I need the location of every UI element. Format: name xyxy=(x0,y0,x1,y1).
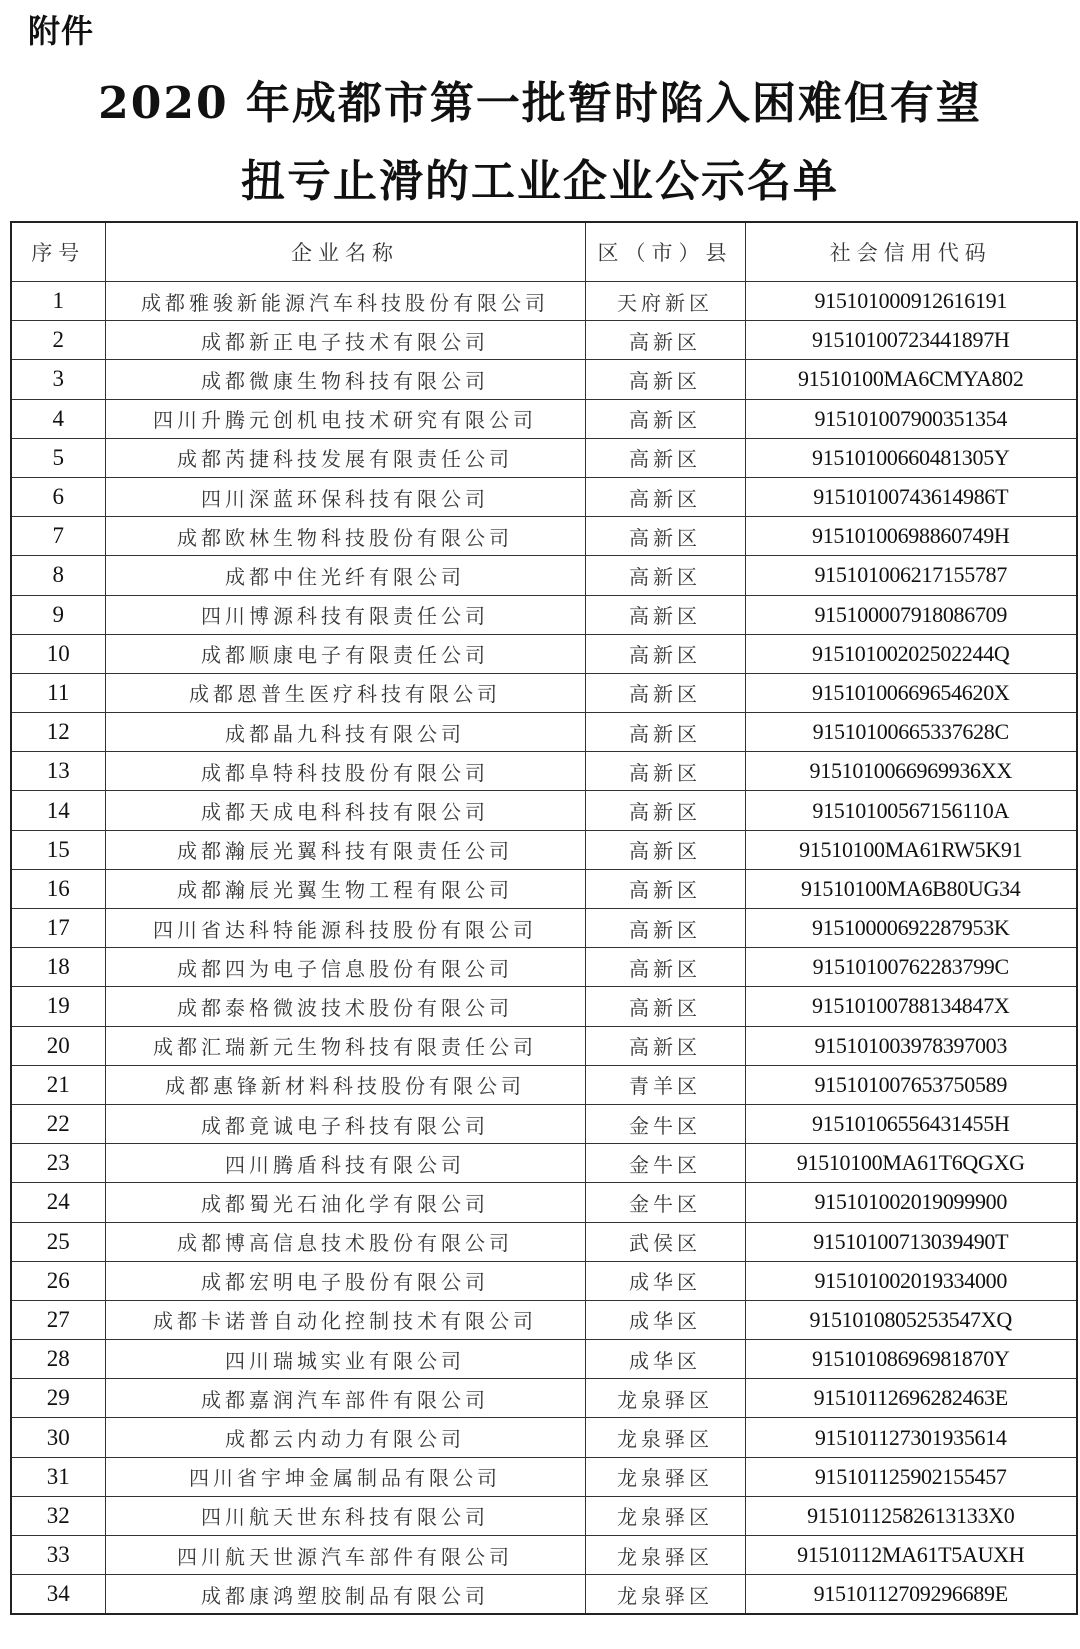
company-list-table xyxy=(10,221,1078,1615)
row-index: 22 xyxy=(11,1104,105,1143)
row-index: 15 xyxy=(11,830,105,869)
row-index: 29 xyxy=(11,1379,105,1418)
credit-code: 9151010066969936XX xyxy=(745,752,1077,791)
attachment-label: 附件 xyxy=(28,12,95,50)
credit-code: 91510112696282463E xyxy=(745,1379,1077,1418)
row-index: 7 xyxy=(11,517,105,556)
credit-code: 91510100743614986T xyxy=(745,477,1077,516)
district: 高新区 xyxy=(585,830,745,869)
credit-code: 91510100MA61RW5K91 xyxy=(745,830,1077,869)
district: 龙泉驿区 xyxy=(585,1418,745,1457)
row-index: 33 xyxy=(11,1536,105,1575)
credit-code: 91510100MA6CMYA802 xyxy=(745,360,1077,399)
company-name: 成都宏明电子股份有限公司 xyxy=(105,1261,585,1300)
company-name: 成都汇瑞新元生物科技有限责任公司 xyxy=(105,1026,585,1065)
company-name: 四川省达科特能源科技股份有限公司 xyxy=(105,909,585,948)
row-index: 27 xyxy=(11,1300,105,1339)
table-row xyxy=(11,830,1077,869)
row-index: 8 xyxy=(11,556,105,595)
district: 青羊区 xyxy=(585,1065,745,1104)
credit-code: 91510112582613133X0 xyxy=(745,1496,1077,1535)
district: 武侯区 xyxy=(585,1222,745,1261)
district: 成华区 xyxy=(585,1340,745,1379)
credit-code: 91510108696981870Y xyxy=(745,1340,1077,1379)
row-index: 11 xyxy=(11,673,105,712)
header-company-name: 企业名称 xyxy=(105,222,585,282)
row-index: 16 xyxy=(11,869,105,908)
district: 龙泉驿区 xyxy=(585,1379,745,1418)
company-name: 成都云内动力有限公司 xyxy=(105,1418,585,1457)
table-row xyxy=(11,1418,1077,1457)
credit-code: 915101003978397003 xyxy=(745,1026,1077,1065)
table-header xyxy=(11,222,1077,282)
table-row xyxy=(11,556,1077,595)
table-row xyxy=(11,1065,1077,1104)
row-index: 23 xyxy=(11,1144,105,1183)
credit-code: 91510100723441897H xyxy=(745,321,1077,360)
row-index: 9 xyxy=(11,595,105,634)
table-row xyxy=(11,1457,1077,1496)
company-name: 成都欧林生物科技股份有限公司 xyxy=(105,517,585,556)
row-index: 2 xyxy=(11,321,105,360)
header-row xyxy=(11,222,1077,282)
row-index: 5 xyxy=(11,438,105,477)
district: 高新区 xyxy=(585,987,745,1026)
row-index: 3 xyxy=(11,360,105,399)
district: 高新区 xyxy=(585,477,745,516)
table-row xyxy=(11,634,1077,673)
company-name: 成都顺康电子有限责任公司 xyxy=(105,634,585,673)
credit-code: 915101002019099900 xyxy=(745,1183,1077,1222)
header-credit-code: 社会信用代码 xyxy=(745,222,1077,282)
credit-code: 91510000692287953K xyxy=(745,909,1077,948)
table-row xyxy=(11,909,1077,948)
credit-code: 91510100567156110A xyxy=(745,791,1077,830)
row-index: 6 xyxy=(11,477,105,516)
table-row xyxy=(11,791,1077,830)
row-index: 25 xyxy=(11,1222,105,1261)
row-index: 18 xyxy=(11,948,105,987)
company-name: 成都中住光纤有限公司 xyxy=(105,556,585,595)
table-row xyxy=(11,713,1077,752)
district: 龙泉驿区 xyxy=(585,1536,745,1575)
district: 成华区 xyxy=(585,1261,745,1300)
credit-code: 91510112709296689E xyxy=(745,1575,1077,1615)
district: 高新区 xyxy=(585,556,745,595)
credit-code: 91510100713039490T xyxy=(745,1222,1077,1261)
table-row xyxy=(11,1340,1077,1379)
credit-code: 91510100MA61T6QGXG xyxy=(745,1144,1077,1183)
company-name: 成都康鸿塑胶制品有限公司 xyxy=(105,1575,585,1615)
row-index: 19 xyxy=(11,987,105,1026)
row-index: 12 xyxy=(11,713,105,752)
district: 高新区 xyxy=(585,869,745,908)
district: 高新区 xyxy=(585,673,745,712)
table-row xyxy=(11,282,1077,321)
table-row xyxy=(11,517,1077,556)
district: 成华区 xyxy=(585,1300,745,1339)
company-name: 四川博源科技有限责任公司 xyxy=(105,595,585,634)
credit-code: 91510100698860749H xyxy=(745,517,1077,556)
table-row xyxy=(11,477,1077,516)
district: 高新区 xyxy=(585,517,745,556)
table-row xyxy=(11,1575,1077,1615)
district: 高新区 xyxy=(585,634,745,673)
credit-code: 915101007900351354 xyxy=(745,399,1077,438)
table-row xyxy=(11,438,1077,477)
company-name: 成都微康生物科技有限公司 xyxy=(105,360,585,399)
table-row xyxy=(11,987,1077,1026)
table-row xyxy=(11,1261,1077,1300)
row-index: 10 xyxy=(11,634,105,673)
district: 高新区 xyxy=(585,438,745,477)
table-row xyxy=(11,1026,1077,1065)
district: 金牛区 xyxy=(585,1183,745,1222)
row-index: 4 xyxy=(11,399,105,438)
company-name: 成都瀚辰光翼科技有限责任公司 xyxy=(105,830,585,869)
row-index: 30 xyxy=(11,1418,105,1457)
credit-code: 915101002019334000 xyxy=(745,1261,1077,1300)
table-row xyxy=(11,1496,1077,1535)
company-name: 成都雅骏新能源汽车科技股份有限公司 xyxy=(105,282,585,321)
company-name: 四川深蓝环保科技有限公司 xyxy=(105,477,585,516)
company-name: 成都卡诺普自动化控制技术有限公司 xyxy=(105,1300,585,1339)
district: 龙泉驿区 xyxy=(585,1457,745,1496)
row-index: 32 xyxy=(11,1496,105,1535)
company-name: 成都瀚辰光翼生物工程有限公司 xyxy=(105,869,585,908)
row-index: 31 xyxy=(11,1457,105,1496)
credit-code: 915101127301935614 xyxy=(745,1418,1077,1457)
credit-code: 915101125902155457 xyxy=(745,1457,1077,1496)
row-index: 1 xyxy=(11,282,105,321)
company-name: 成都嘉润汽车部件有限公司 xyxy=(105,1379,585,1418)
company-name: 成都蜀光石油化学有限公司 xyxy=(105,1183,585,1222)
table-row xyxy=(11,399,1077,438)
district: 高新区 xyxy=(585,948,745,987)
row-index: 14 xyxy=(11,791,105,830)
credit-code: 91510100MA6B80UG34 xyxy=(745,869,1077,908)
company-name: 成都泰格微波技术股份有限公司 xyxy=(105,987,585,1026)
credit-code: 915100007918086709 xyxy=(745,595,1077,634)
table-row xyxy=(11,360,1077,399)
company-name: 成都竟诚电子科技有限公司 xyxy=(105,1104,585,1143)
company-name: 成都阜特科技股份有限公司 xyxy=(105,752,585,791)
company-name: 成都四为电子信息股份有限公司 xyxy=(105,948,585,987)
company-name: 成都恩普生医疗科技有限公司 xyxy=(105,673,585,712)
company-name: 成都惠锋新材料科技股份有限公司 xyxy=(105,1065,585,1104)
credit-code: 915101007653750589 xyxy=(745,1065,1077,1104)
district: 高新区 xyxy=(585,321,745,360)
credit-code: 9151010805253547XQ xyxy=(745,1300,1077,1339)
district: 高新区 xyxy=(585,1026,745,1065)
table-row xyxy=(11,1536,1077,1575)
row-index: 17 xyxy=(11,909,105,948)
company-name: 四川航天世东科技有限公司 xyxy=(105,1496,585,1535)
district: 高新区 xyxy=(585,752,745,791)
credit-code: 915101006217155787 xyxy=(745,556,1077,595)
table-row xyxy=(11,1104,1077,1143)
credit-code: 91510100660481305Y xyxy=(745,438,1077,477)
company-name: 成都新正电子技术有限公司 xyxy=(105,321,585,360)
company-name: 成都天成电科科技有限公司 xyxy=(105,791,585,830)
table-body xyxy=(11,282,1077,1615)
company-name: 四川省宇坤金属制品有限公司 xyxy=(105,1457,585,1496)
row-index: 26 xyxy=(11,1261,105,1300)
row-index: 28 xyxy=(11,1340,105,1379)
header-district: 区（市）县 xyxy=(585,222,745,282)
table-row xyxy=(11,1222,1077,1261)
district: 高新区 xyxy=(585,791,745,830)
company-name: 四川瑞城实业有限公司 xyxy=(105,1340,585,1379)
document-title-line-2: 扭亏止滑的工业企业公示名单 xyxy=(241,156,839,207)
table-row xyxy=(11,1144,1077,1183)
district: 天府新区 xyxy=(585,282,745,321)
table-row xyxy=(11,869,1077,908)
table-row xyxy=(11,595,1077,634)
credit-code: 91510112MA61T5AUXH xyxy=(745,1536,1077,1575)
district: 高新区 xyxy=(585,595,745,634)
company-name: 成都晶九科技有限公司 xyxy=(105,713,585,752)
company-name: 成都芮捷科技发展有限责任公司 xyxy=(105,438,585,477)
row-index: 20 xyxy=(11,1026,105,1065)
credit-code: 91510100665337628C xyxy=(745,713,1077,752)
row-index: 13 xyxy=(11,752,105,791)
table-row xyxy=(11,752,1077,791)
district: 高新区 xyxy=(585,360,745,399)
document-title-line-1: 2020 年成都市第一批暂时陷入困难但有望 xyxy=(98,78,982,129)
table-row xyxy=(11,1379,1077,1418)
credit-code: 91510100762283799C xyxy=(745,948,1077,987)
company-name: 四川航天世源汽车部件有限公司 xyxy=(105,1536,585,1575)
row-index: 24 xyxy=(11,1183,105,1222)
table-row xyxy=(11,673,1077,712)
table-row xyxy=(11,321,1077,360)
district: 高新区 xyxy=(585,909,745,948)
credit-code: 91510106556431455H xyxy=(745,1104,1077,1143)
credit-code: 91510100788134847X xyxy=(745,987,1077,1026)
credit-code: 915101000912616191 xyxy=(745,282,1077,321)
company-name: 成都博高信息技术股份有限公司 xyxy=(105,1222,585,1261)
district: 高新区 xyxy=(585,399,745,438)
table-row xyxy=(11,948,1077,987)
district: 高新区 xyxy=(585,713,745,752)
district: 金牛区 xyxy=(585,1104,745,1143)
district: 龙泉驿区 xyxy=(585,1575,745,1615)
credit-code: 91510100669654620X xyxy=(745,673,1077,712)
table-row xyxy=(11,1183,1077,1222)
credit-code: 91510100202502244Q xyxy=(745,634,1077,673)
table-row xyxy=(11,1300,1077,1339)
district: 龙泉驿区 xyxy=(585,1496,745,1535)
row-index: 21 xyxy=(11,1065,105,1104)
district: 金牛区 xyxy=(585,1144,745,1183)
header-index: 序号 xyxy=(11,222,105,282)
row-index: 34 xyxy=(11,1575,105,1615)
company-name: 四川升腾元创机电技术研究有限公司 xyxy=(105,399,585,438)
company-name: 四川腾盾科技有限公司 xyxy=(105,1144,585,1183)
